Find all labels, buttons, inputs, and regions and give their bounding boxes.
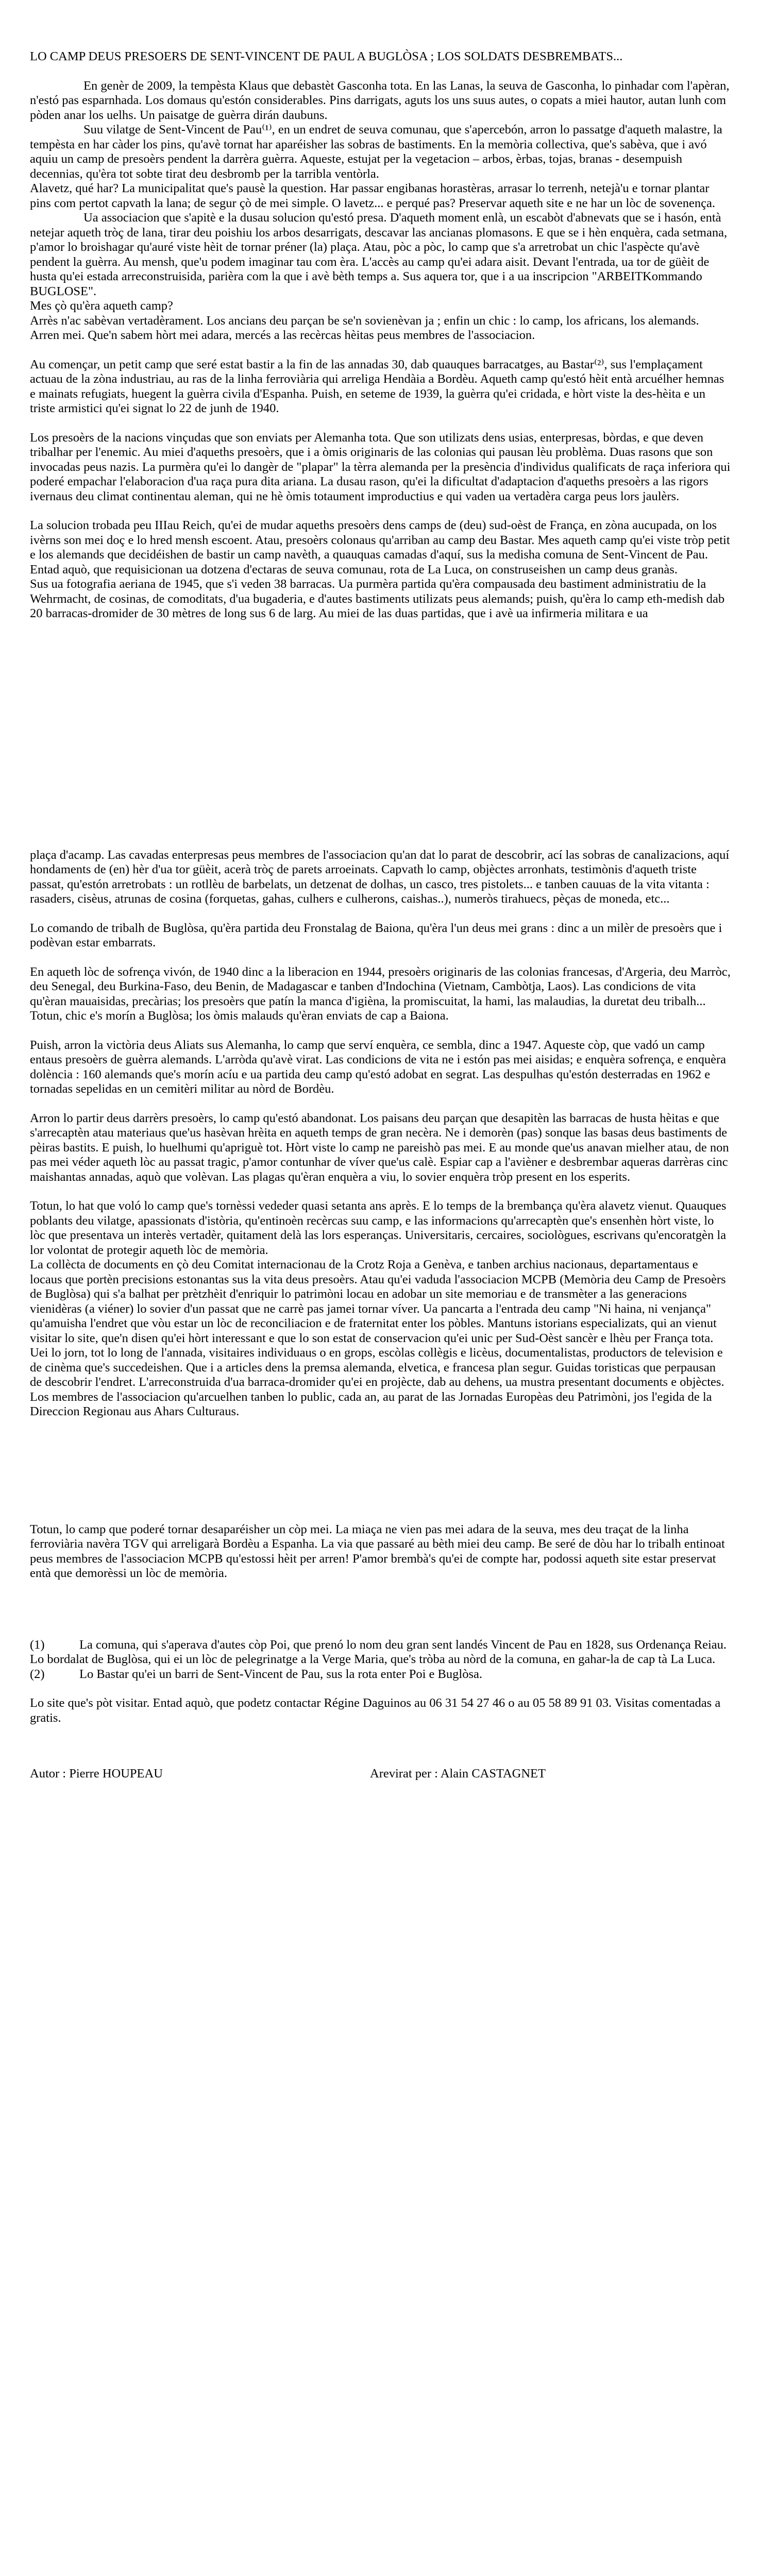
document-title: LO CAMP DEUS PRESOERS DE SENT-VINCENT DE PAUL A BUGLÒSA ; LOS SOLDATS DESBREMBATS... xyxy=(30,49,623,63)
footnote xyxy=(30,1667,731,1682)
paragraph: En aqueth lòc de sofrença vivón, de 1940 dinc a la liberacion en 1944, presoèrs originaris de las colonias francesas, d'Argeria, deu Marròc, deu Senegal, deu Burkina-Faso, deu Benin, de Madagascar e tanben d'Indochina (Vietnam, Cambòtja, Laos). Las condicions de vita qu'èran mauaisidas, precàrias; los presoèrs que patín la manca d'igièna, la promiscuitat, la hami, las malaudias, la duretat deu tribalh... Totun, chic e's morín a Buglòsa; los òmis malauds qu'èran enviats de cap a Baiona. xyxy=(30,964,731,1023)
footnote-text: La comuna, qui s'aperava d'autes còp Poi, que prenó lo nom deu gran sent landés Vincent de Pau en 1828, sus Ordenança Reiau. Lo bordalat de Buglòsa, qui ei un lòc de pelegrinatge a la Verge Maria, que's tròba au nòrd de la comuna, en gahar-la de cap tà La Luca. xyxy=(30,1637,727,1666)
contact-info: Lo site que's pòt visitar. Entad aquò, que podetz contactar Régine Daguinos au 06 31 54 27 46 o au 05 58 89 91 03. Visitas comentadas a gratis. xyxy=(30,1696,721,1725)
paragraph: Arron lo partir deus darrèrs presoèrs, lo camp qu'estó abandonat. Los paisans deu parçan que desapitèn las barracas de husta hèitas e que s'arrecaptèn atau materiaus que'us hasèvan hrèita en aqueth temps de gran necèra. Ne i demorèn (pas) sonque las basas deus bastiments de pèiras bastits. E puish, lo huelhumi qu'apriguè tot. Hòrt viste lo camp ne pareishò pas mei. E au monde que'us anavan mielher atau, de non pas mei véder aqueth lòc au passat tragic, p'amor contunhar de víver que'us calè. Espiar cap a l'avièner e desbrembar aqueras darrèras cinc maishantas annadas, aquò que volèvan. Las plagas qu'èran enquèra a viu, lo sovier enquèra tròp present en los esperits. xyxy=(30,1111,729,1184)
paragraph: La solucion trobada peu IIIau Reich, qu'ei de mudar aqueths presoèrs dens camps de (deu) sud-oèst de França, en zòna aucupada, on los ivèrns son mei doç e lo hred mensh escoent. Atau, presoèrs colonaus qu'arriban au camp deu Bastar. Mes aqueth camp qu'ei viste tròp petit e los alemands que decidéishen de bastir un camp navèth, a quauquas camadas d'aquí, sus la medisha comuna de Sent-Vincent de Pau. Entad aquò, que requisicionan ua dotzena d'ectaras de seuva comunau, rota de La Luca, on construseishen un camp deus granàs. xyxy=(30,518,730,577)
paragraph: La collècta de documents en çò deu Comitat internacionau de la Crotz Roja a Genèva, e tanben archius nacionaus, departamentaus e locaus que portèn precisions estonantas sus la vita deus presoèrs. Atau qu'ei vaduda l'associacion MCPB (Memòria deu Camp de Presoèrs de Buglòsa) qui s'a balhat per prètzhèit d'enriquir lo patrimòni locau en adobar un site memoriau e de transmèter a las generacions vienidèras (a viéner) lo sovier d'un passat que ne carrè pas jamei tornar víver. Ua pancarta a l'entrada deu camp "Ni haina, ni venjança" qu'amuisha l'endret que vòu estar un lòc de reconciliacion e de fraternitat enter los pòbles. Mantuns istorians especializats, qui an vienut visitar lo site, que'n disen qu'ei hòrt interessant e que lo son estat de conservacion qu'ei unic per Sud-Oèst sancèr e lhèu per França tota. xyxy=(30,1258,726,1345)
paragraph: Ua associacion que s'apitè e la dusau solucion qu'estó presa. D'aqueth moment enlà, un escabòt d'abnevats que se i hasón, entà netejar aqueth tròç de lana, tirar deu poishiu los arbos desarrigats, descavar las ancianas plomasons. E que se i hèn enquèra, cada setmana, p'amor lo broishagar qu'auré viste hèit de tornar préner (la) plaça. Atau, pòc a pòc, lo camp que s'a arretrobat un chic l'aspècte qu'avè pendent la guèrra. Au mensh, que'u podem imaginar tau com èra. L'accès au camp qu'ei adara aisit. Devant l'entrada, ua tor de güèit de husta qu'ei estada arreconstruisida, parièra com la que i avè bèth temps a. Sus aquera tor, que i a ua inscripcion "ARBEITKommando BUGLOSE". xyxy=(30,211,728,298)
paragraph: Totun, lo camp que poderé tornar desaparéisher un còp mei. La miaça ne vien pas mei adara de la seuva, mes deu traçat de la linha ferroviària navèra TGV qui arreligarà Bordèu a Espanha. La via que passaré au bèth miei deu camp. Be seré de dòu har lo tribalh entinoat peus membres de l'associacion MCPB qu'estossi hèit per arren! P'amor brembà's qu'ei de compte har, podossi aqueth site estar preservat entà que demorèssi un lòc de memòria. xyxy=(30,1522,725,1580)
paragraph: plaça d'acamp. Las cavadas enterpresas peus membres de l'associacion qu'an dat lo parat de descobrir, ací las sobras de canalizacions, aquí hondaments de (en) hèr d'ua tor güèit, acerà tròç de parets arroeinats. Capvath lo camp, objèctes arronhats, testimònis d'aqueth triste passat, qu'estón arretrobats : un rotllèu de barbelats, un detzenat de dolhas, un casco, tres pistolets... e tanben cauuas de la vita vitanta : rasaders, cisèus, atrunas de cosina (forquetas, gahas, culhers e culherons, caishas..), numeròs tirahuecs, pèças de moneda, etc... xyxy=(30,848,730,906)
author-credit: Autor : Pierre HOUPEAU xyxy=(30,1767,163,1781)
paragraph: Alavetz, qué har? La municipalitat que's pausè la question. Har passar engibanas horastèras, arrasar lo terrenh, netejà'u e tornar plantar pins com pertot capvath la lana; de segur çò de mei simple. O lavetz... e perqué pas? Preservar aqueth site e ne har un lòc de sovenença. xyxy=(30,181,715,210)
paragraph: Lo comando de tribalh de Buglòsa, qu'èra partida deu Fronstalag de Baiona, qu'èra l'un deus mei grans : dinc a un milèr de presoèrs que i podèvan estar embarrats. xyxy=(30,921,722,950)
footnote-number: (1) xyxy=(30,1637,45,1652)
paragraph: En genèr de 2009, la tempèsta Klaus que debastèt Gasconha tota. En las Lanas, la seuva de Gasconha, lo pinhadar com l'apèran, n'estó pas esparnhada. Los domaus qu'estón considerables. Pins darrigats, aguts los uns suus autes, o copats a miei hautor, autan lunh com pòden anar los uelhs. Un paisatge de guèrra dirán daubuns. xyxy=(30,78,730,122)
document-page xyxy=(30,49,731,1782)
footer xyxy=(30,1767,731,1782)
reviewer-credit: Arevirat per : Alain CASTAGNET xyxy=(370,1767,546,1781)
paragraph: Los presoèrs de la nacions vinçudas que son enviats per Alemanha tota. Que son utilizats dens usias, enterpresas, bòrdas, e que deven tribalhar per l'enemic. Au miei d'aqueths presoèrs, que i a òmis originaris de las colonias qui pausan lèu problèma. Duas rasons que son invocadas peus nazis. La purmèra qu'ei lo dangèr de "plapar" la tèrra alemanda per la presència d'individus qualificats de raça inferiora qui poderé empachar l'elaboracion d'ua raça pura dita ariana. La dusau rason, qu'ei la dificultat d'adaptacion d'aqueths presoèrs a las rigors ivernaus deu climat continentau aleman, qui ne hè òmis totaument improductius e qui vaden ua vertadèra carga peus lors jaulèrs. xyxy=(30,430,731,503)
paragraph: Sus ua fotografia aeriana de 1945, que s'i veden 38 barracas. Ua purmèra partida qu'èra compausada deu bastiment administratiu de la Wehrmacht, de cosinas, de comoditats, d'ua bugaderia, e d'autes bastiments utilizats peus alemands; puish, qu'èra lo camp eth-medish dab 20 barracas-dromider de 30 mètres de long sus 6 de larg. Au miei de las duas partidas, que i avè ua infirmeria militara e ua xyxy=(30,577,725,620)
footnote-number: (2) xyxy=(30,1667,45,1681)
paragraph: Arrès n'ac sabèvan vertadèrament. Los ancians deu parçan be se'n sovienèvan ja ; enfin un chic : lo camp, los africans, los alemands. Arren mei. Que'n sabem hòrt mei adara, mercés a las recèrcas hèitas peus membres de l'associacion. xyxy=(30,313,699,342)
body-text xyxy=(30,79,731,1581)
paragraph: Totun, lo hat que voló lo camp que's tornèssi vededer quasi setanta ans après. E lo temps de la brembança qu'èra alavetz vienut. Quauques poblants deu vilatge, apassionats d'istòria, qu'entinoèn recèrcas suu camp, e las informacions qu'arrecaptèn que's ensenhèn hòrt viste, lo lòc que presentava un interès vertadèr, quitament delà las lors esperanças. Universitaris, cercaires, sociològues, escrivans qu'encoratgèn la lor volontat de protegir aqueth lòc de memòria. xyxy=(30,1199,727,1257)
footnote xyxy=(30,1638,731,1667)
paragraph: Puish, arron la victòria deus Aliats sus Alemanha, lo camp que serví enquèra, ce sembla, dinc a 1947. Aqueste còp, que vadó un camp entaus presoèrs de guèrra alemands. L'arròda qu'avè virat. Las condicions de vita ne i estón pas mei aisidas; e enquèra sofrença, e enquèra dolència : 160 alemands que's morín acíu e ua partida deu camp qu'estó adobat en segrat. Las despulhas qu'estón desterradas en 1962 e tornadas sepelidas en un cemitèri militar au nòrd de Bordèu. xyxy=(30,1038,727,1096)
paragraph: Suu vilatge de Sent-Vincent de Pau⁽¹⁾, en un endret de seuva comunau, que s'apercebón, arron lo passatge d'aqueth malastre, la tempèsta en har càder los pins, qu'avè tornat har aparéisher las sobras de bastiments. En la memòria collectiva, que's sabèva, que i avó aquiu un camp de presoèrs pendent la darrèra guèrra. Aqueste, estujat per la vegetacion – arbos, èrbas, tojas, branas - desempuish decennias, qu'èra tot sobte tirat deu desbromb per la tarribla ventòrla. xyxy=(30,123,722,181)
footnote-text: Lo Bastar qu'ei un barri de Sent-Vincent de Pau, sus la rota enter Poi e Buglòsa. xyxy=(79,1667,482,1681)
footnotes xyxy=(30,1638,731,1682)
paragraph: Mes çò qu'èra aqueth camp? xyxy=(30,299,173,313)
paragraph: Uei lo jorn, tot lo long de l'annada, visitaires individuaus o en grops, escòlas collègis e licèus, documentalistas, productors de television e de cinèma que's succedeishen. Que i a articles dens la premsa alemanda, elvetica, e francesa plan segur. Guidas toristicas que perpausan de descobrir l'endret. L'arreconstruida d'ua barraca-dromider qu'ei en projècte, dab au dehens, ua mustra presentant documents e objèctes. Los membres de l'associacion qu'arcuelhen tanben lo public, cada an, au parat de las Jornadas Europèas deu Patrimòni, jos l'egida de la Direccion Regionau aus Ahars Culturaus. xyxy=(30,1346,724,1418)
paragraph: Au començar, un petit camp que seré estat bastir a la fin de las annadas 30, dab quauques barracatges, au Bastar⁽²⁾, sus l'emplaçament actuau de la zòna industriau, au ras de la linha ferroviària qui arreliga Hendàia a Bordèu. Aqueth camp qu'estó hèit entà arcuélher hemnas e mainats refugiats, huegent la guèrra civila d'Espanha. Puish, en seteme de 1939, la guèrra qu'ei cridada, e hòrt viste la des-hèita e un triste armistici qu'ei signat lo 22 de junh de 1940. xyxy=(30,357,724,415)
